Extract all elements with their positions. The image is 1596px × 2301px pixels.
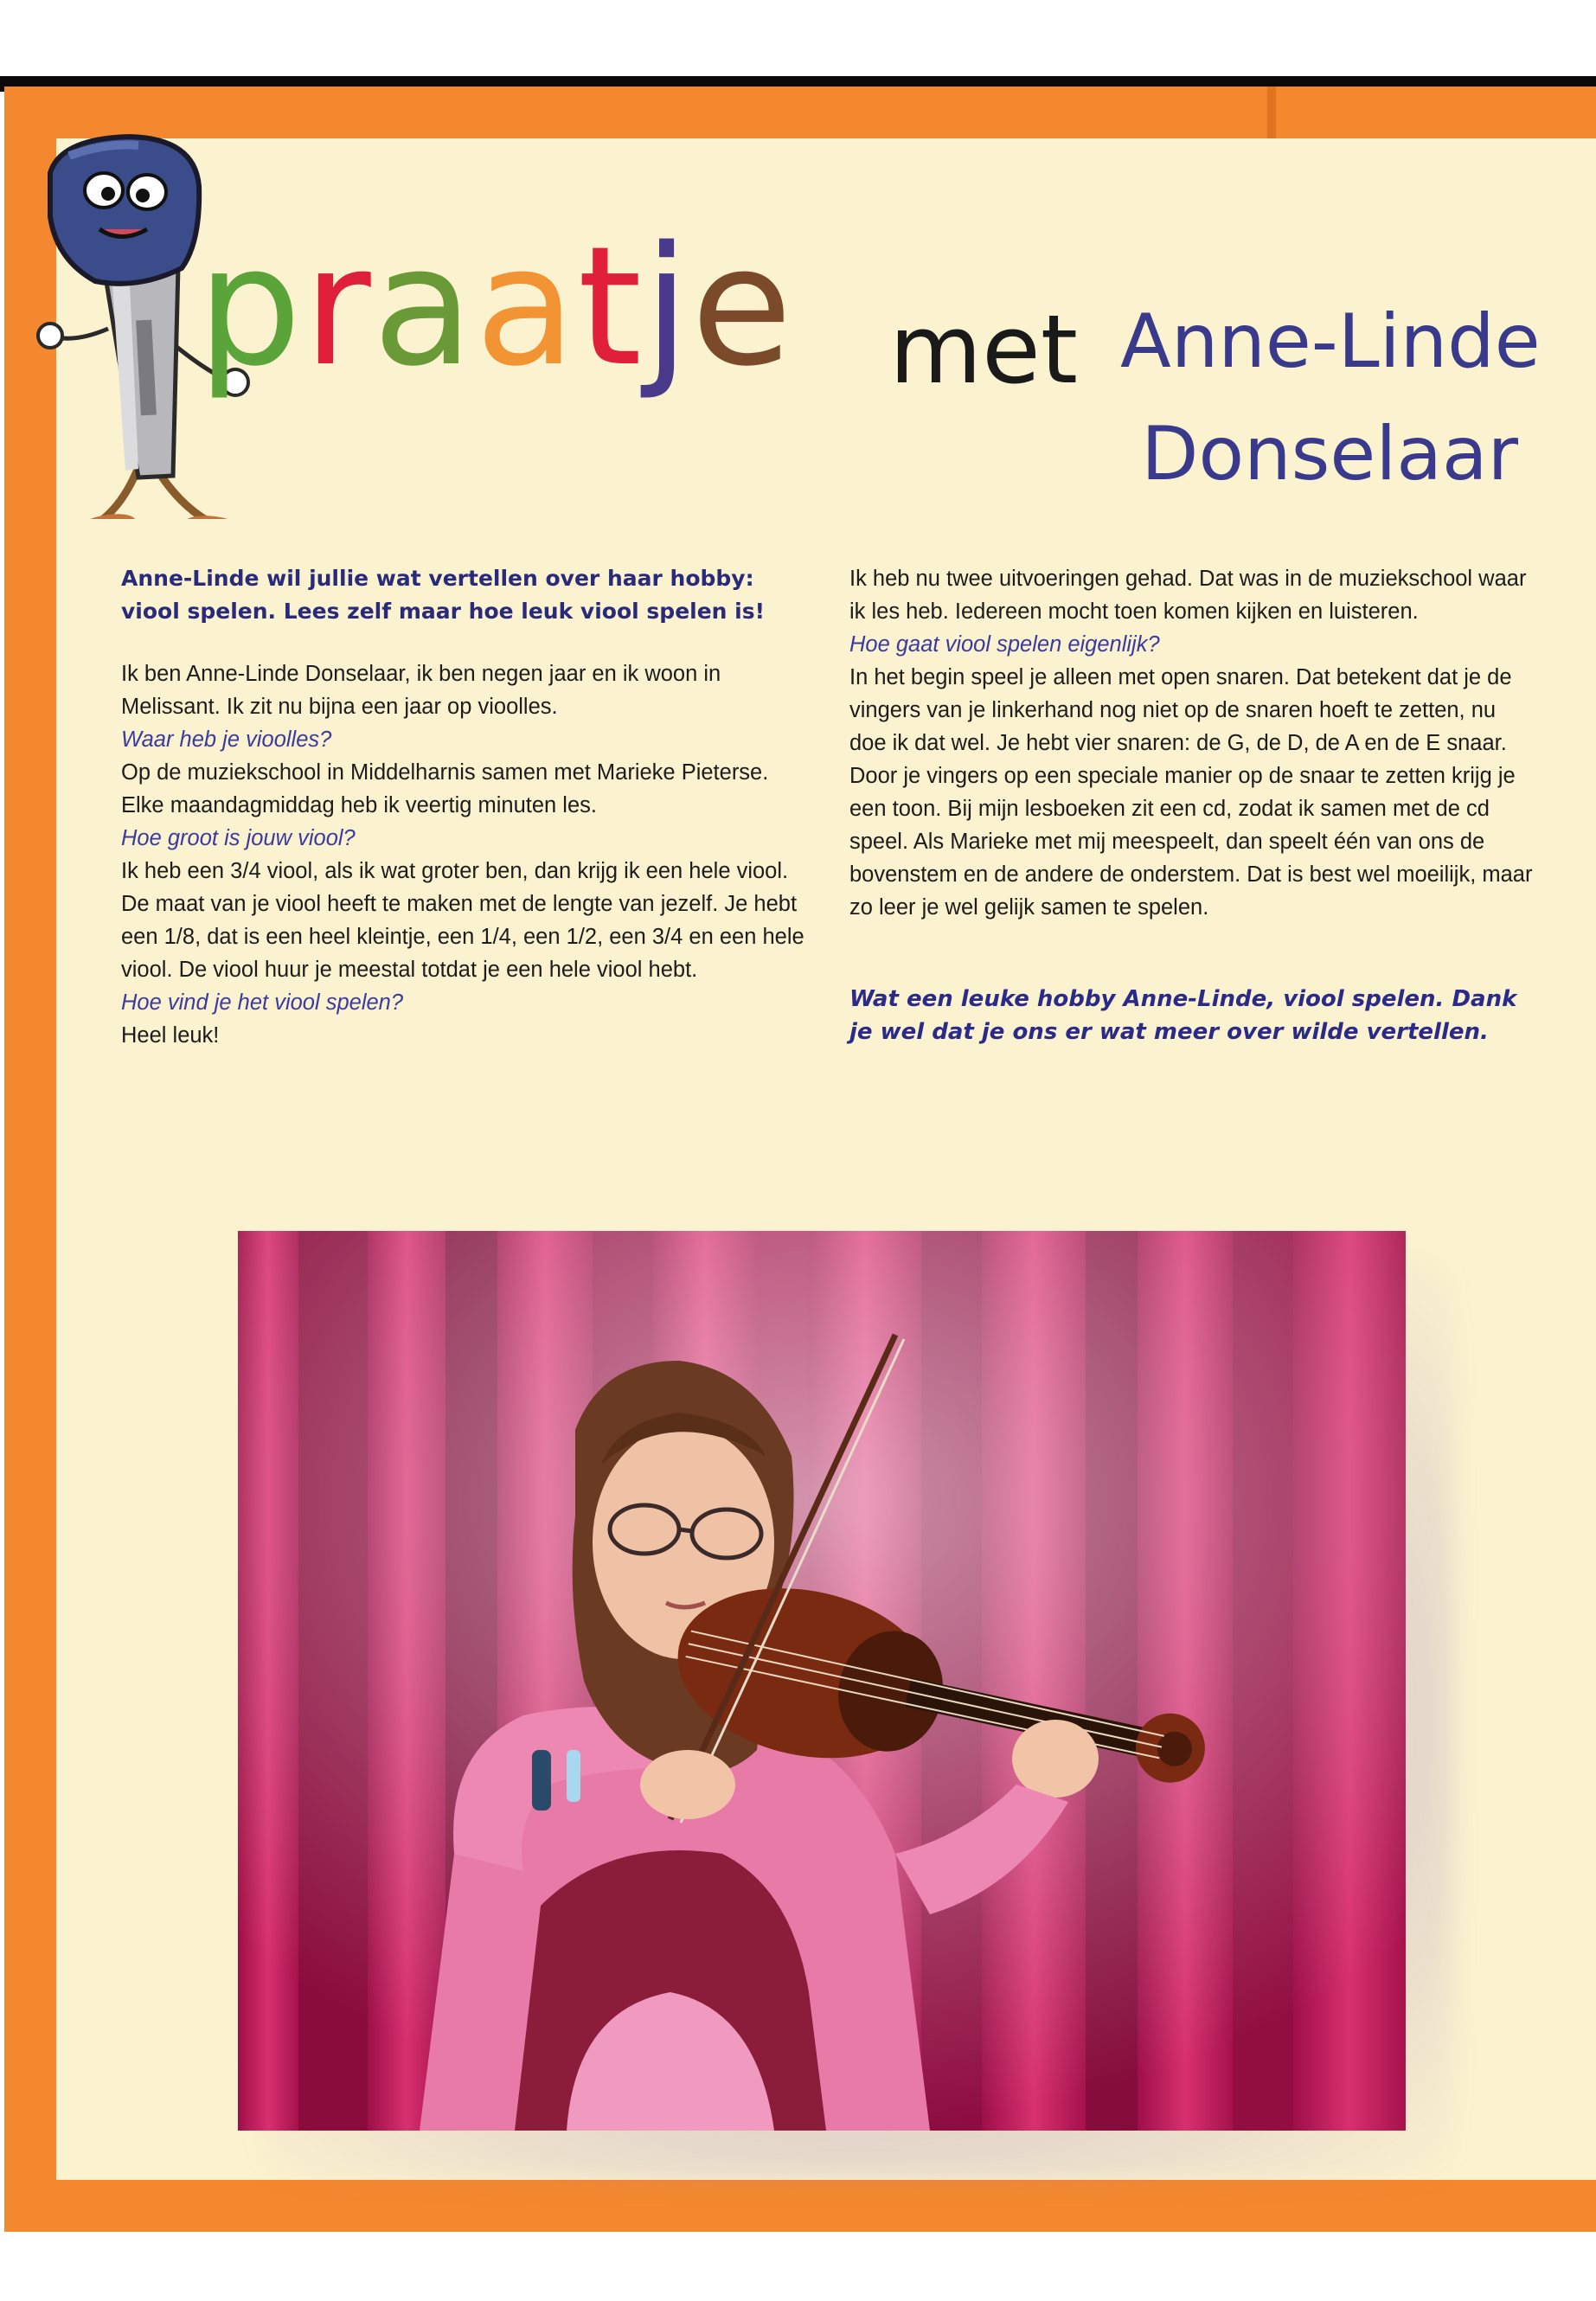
title-letter: t xyxy=(577,211,644,402)
intro-paragraph: Anne-Linde wil jullie wat vertellen over haar hobby: viool spelen. Lees zelf maar hoe leuk viool spelen is! xyxy=(121,566,766,624)
article-title xyxy=(197,211,1078,415)
opening-paragraph: Ik heb nu twee uitvoeringen gehad. Dat was in de muziekschool waar ik les heb. Iedereen mocht toen komen kijken en luisteren. xyxy=(849,567,1527,624)
article-photo xyxy=(238,1231,1406,2131)
answer-paragraph: Op de muziekschool in Middelharnis samen met Marieke Pieterse. Elke maandagmiddag heb ik veertig minuten les. xyxy=(121,760,769,817)
title-letter: r xyxy=(303,211,373,402)
title-connector: met xyxy=(889,294,1078,405)
title-letter: p xyxy=(197,211,304,402)
title-letter: e xyxy=(690,211,794,402)
title-letter: a xyxy=(475,211,578,402)
title-letter: j xyxy=(644,211,691,402)
question-heading: Hoe groot is jouw viool? xyxy=(121,826,356,850)
answer-paragraph: Ik heb een 3/4 viool, als ik wat groter ben, dan krijg ik een hele viool. De maat van je viool heeft te maken met de lengte van jezelf. Je hebt een 1/8, dat is een heel kleintje, een 1/4, een 1/2, een 3/4 en een hele viool. De viool huur je meestal totdat je een hele viool hebt. xyxy=(121,859,804,982)
question-heading: Hoe gaat viool spelen eigenlijk? xyxy=(849,632,1160,657)
scan-top-margin xyxy=(0,0,1596,80)
answer-paragraph: In het begin speel je alleen met open snaren. Dat betekent dat je de vingers van je linkerhand nog niet op de snaren hoeft te zetten, nu doe ik dat wel. Je hebt vier snaren: de G, de D, de A en de E snaar. Door je vingers op een speciale manier op de snaar te zetten krijg je een toon. Bij mijn lesboeken zit een cd, zodat ik samen met de cd speel. Als Marieke met mij meespeelt, dan speelt één van ons de bovenstem en de andere de onderstem. Dat is best wel moeilijk, maar zo leer je wel gelijk samen te spelen. xyxy=(849,665,1533,920)
girl-playing-violin-photo xyxy=(238,1231,1406,2131)
question-heading: Waar heb je vioolles? xyxy=(121,727,332,752)
title-name-line2: Donselaar xyxy=(1141,411,1518,497)
title-letter: a xyxy=(372,211,476,402)
title-name-line1: Anne-Linde xyxy=(1120,298,1541,385)
page-fold xyxy=(1267,87,1276,138)
question-heading: Hoe vind je het viool spelen? xyxy=(121,990,404,1015)
right-column xyxy=(849,562,1533,1048)
left-column xyxy=(121,562,804,1052)
scan-bottom-margin xyxy=(0,2232,1596,2301)
opening-paragraph: Ik ben Anne-Linde Donselaar, ik ben negen jaar en ik woon in Melissant. Ik zit nu bijna een jaar op vioolles. xyxy=(121,662,721,719)
closing-paragraph: Wat een leuke hobby Anne-Linde, viool spelen. Dank je wel dat je ons er wat meer over wilde vertellen. xyxy=(849,986,1517,1045)
answer-paragraph: Heel leuk! xyxy=(121,1023,220,1048)
